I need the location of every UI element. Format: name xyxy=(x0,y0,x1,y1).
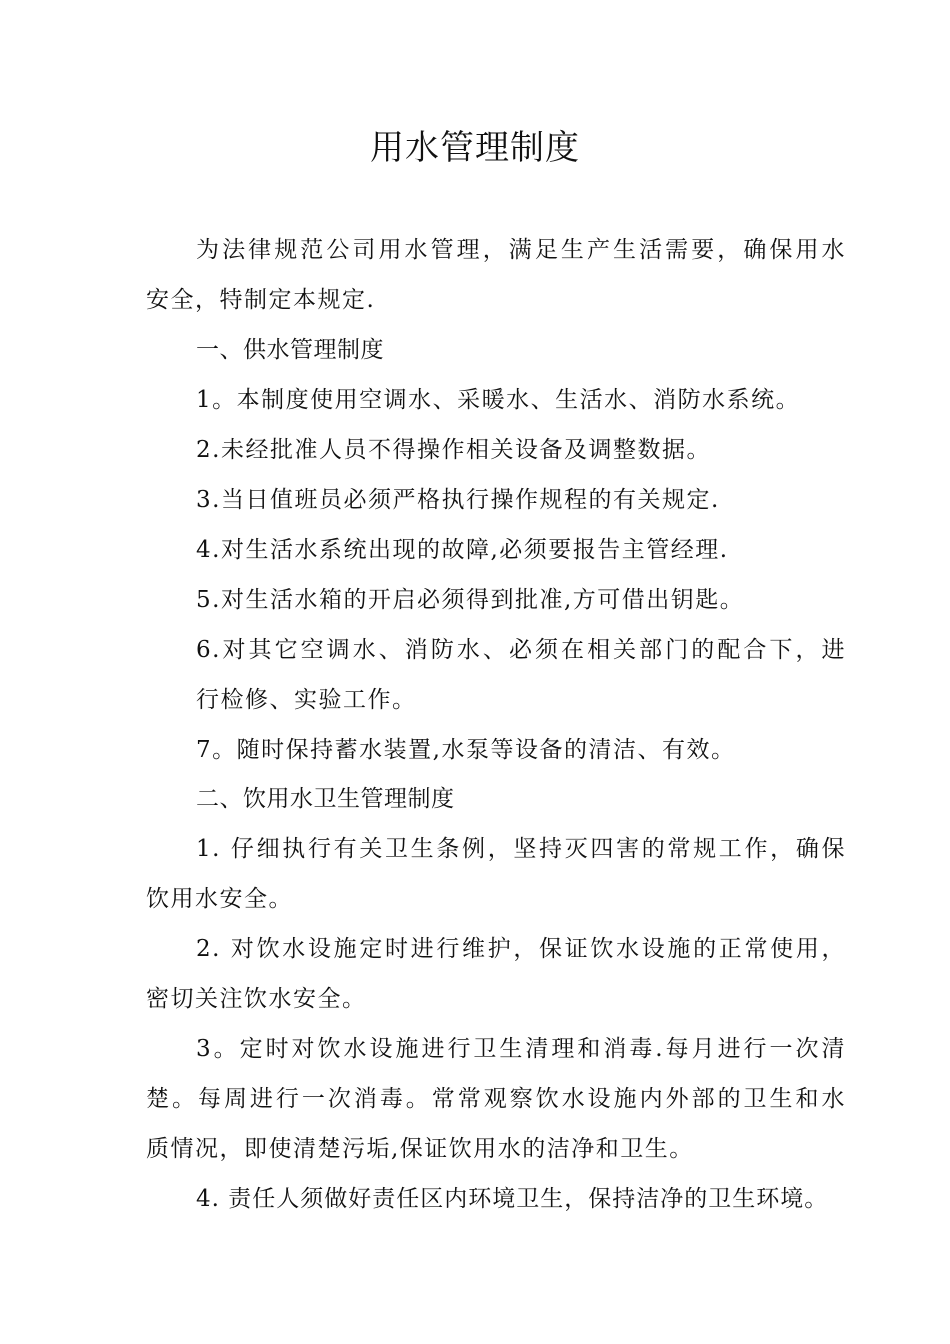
section2-item-3-cont-2: 质情况，即使清楚污垢,保证饮用水的洁净和卫生。 xyxy=(146,1136,694,1162)
intro-line-1: 为法律规范公司用水管理，满足生产生活需要，确保用水 xyxy=(196,237,846,263)
section2-item-4: 4. 责任人须做好责任区内环境卫生，保持洁净的卫生环境。 xyxy=(196,1186,829,1212)
section1-item-2: 2.未经批准人员不得操作相关设备及调整数据。 xyxy=(196,437,711,463)
section2-item-1-cont: 饮用水安全。 xyxy=(146,886,293,912)
section2-item-2-cont: 密切关注饮水安全。 xyxy=(146,986,367,1012)
section2-item-3: 3。定时对饮水设施进行卫生清理和消毒.每月进行一次清 xyxy=(196,1036,846,1062)
document-title: 用水管理制度 xyxy=(370,128,580,168)
section1-item-1: 1。本制度使用空调水、采暖水、生活水、消防水系统。 xyxy=(196,387,801,413)
section2-item-2: 2. 对饮水设施定时进行维护，保证饮水设施的正常使用， xyxy=(196,936,846,962)
intro-line-2: 安全，特制定本规定. xyxy=(146,287,376,313)
section1-item-7: 7。随时保持蓄水装置,水泵等设备的清洁、有效。 xyxy=(196,737,736,763)
section2-item-3-cont-1: 楚。每周进行一次消毒。常常观察饮水设施内外部的卫生和水 xyxy=(146,1086,846,1112)
section1-item-5: 5.对生活水箱的开启必须得到批准,方可借出钥匙。 xyxy=(196,587,745,613)
section1-item-3: 3.当日值班员必须严格执行操作规程的有关规定. xyxy=(196,487,720,513)
section1-heading: 一、供水管理制度 xyxy=(196,337,384,363)
section1-item-6-cont: 行检修、实验工作。 xyxy=(196,687,417,713)
section2-heading: 二、饮用水卫生管理制度 xyxy=(196,786,455,812)
section2-item-1: 1. 仔细执行有关卫生条例，坚持灭四害的常规工作，确保 xyxy=(196,836,846,862)
section1-item-6: 6.对其它空调水、消防水、必须在相关部门的配合下，进 xyxy=(196,637,846,663)
section1-item-4: 4.对生活水系统出现的故障,必须要报告主管经理. xyxy=(196,537,729,563)
